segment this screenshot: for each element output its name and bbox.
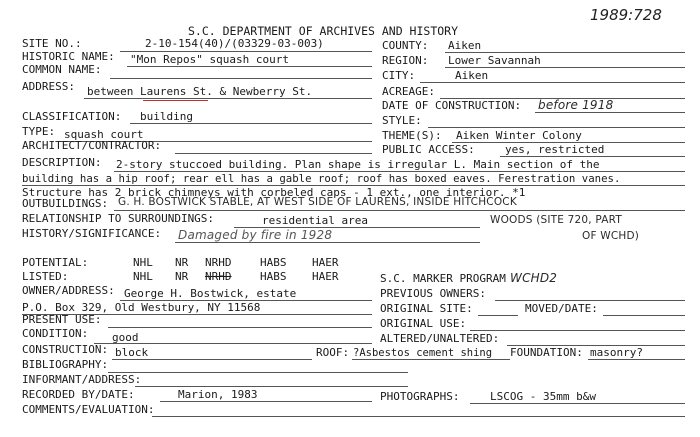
- county-label: COUNTY:: [382, 39, 429, 52]
- address-line: [84, 98, 372, 99]
- architect-line: [175, 153, 372, 154]
- listed-haer: HAER: [312, 270, 339, 283]
- historic-name-label: HISTORIC NAME:: [22, 50, 115, 63]
- description-line-1: 2-story stuccoed building. Plan shape is irregular L. Main section of the: [116, 158, 600, 171]
- construction-line: [112, 359, 312, 360]
- potential-label: POTENTIAL:: [22, 256, 89, 269]
- region-line: [445, 67, 685, 68]
- original-site-line: [478, 315, 518, 316]
- listed-habs: HABS: [260, 270, 287, 283]
- potential-haer: HAER: [312, 256, 339, 269]
- theme-value: Aiken Winter Colony: [456, 129, 582, 142]
- potential-nrhd: NRHD: [205, 256, 232, 269]
- type-label: TYPE:: [22, 125, 56, 138]
- condition-value: good: [112, 331, 139, 344]
- original-use-line: [470, 330, 685, 331]
- public-access-label: PUBLIC ACCESS:: [382, 143, 475, 156]
- classification-label: CLASSIFICATION:: [22, 110, 122, 123]
- address-value: between Laurens St. & Newberry St.: [87, 85, 313, 98]
- listed-nrhd: NRHD: [205, 270, 232, 283]
- bibliography-line: [108, 372, 408, 373]
- moved-date-label: MOVED/DATE:: [525, 302, 598, 315]
- architect-label: ARCHITECT/CONTRACTOR:: [22, 139, 162, 152]
- history-label: HISTORY/SIGNIFICANCE:: [22, 227, 162, 240]
- listed-nr: NR: [175, 270, 189, 283]
- condition-line: [94, 343, 372, 344]
- listed-label: LISTED:: [22, 270, 69, 283]
- owner-label: OWNER/ADDRESS:: [22, 284, 115, 297]
- description-label: DESCRIPTION:: [22, 156, 102, 169]
- relationship-label: RELATIONSHIP TO SURROUNDINGS:: [22, 212, 215, 225]
- original-use-label: ORIGINAL USE:: [380, 317, 467, 330]
- style-label: STYLE:: [382, 114, 422, 127]
- photographs-value: LSCOG - 35mm b&w: [490, 390, 596, 403]
- date-construction-value: before 1918: [538, 98, 614, 112]
- owner-address-value: P.O. Box 329, Old Westbury, NY 11568: [22, 301, 261, 314]
- address-label: ADDRESS:: [22, 80, 75, 93]
- city-line: [420, 82, 685, 83]
- marker-program-value: WCHD2: [510, 271, 558, 285]
- previous-owners-line: [495, 300, 685, 301]
- outbuildings-value-1: G. H. BOSTWICK STABLE, AT WEST SIDE OF LAURENS, INSIDE HITCHCOCK: [118, 196, 517, 208]
- construction-label: CONSTRUCTION:: [22, 343, 109, 356]
- site-no-label: SITE NO.:: [22, 37, 82, 50]
- region-value: Lower Savannah: [448, 54, 541, 67]
- common-name-line: [110, 78, 372, 79]
- bibliography-label: BIBLIOGRAPHY:: [22, 358, 109, 371]
- acreage-label: ACREAGE:: [382, 85, 435, 98]
- photographs-label: PHOTOGRAPHS:: [380, 390, 460, 403]
- comments-line: [152, 416, 685, 417]
- city-value: Aiken: [455, 69, 489, 82]
- condition-label: CONDITION:: [22, 327, 89, 340]
- city-label: CITY:: [382, 69, 416, 82]
- potential-nhl: NHL: [133, 256, 153, 269]
- recorded-by-value: Marion, 1983: [178, 388, 258, 401]
- foundation-line: [588, 359, 685, 360]
- photographs-line: [470, 403, 685, 404]
- common-name-label: COMMON NAME:: [22, 63, 102, 76]
- listed-nhl: NHL: [133, 270, 153, 283]
- description-line-2: building has a hip roof; rear ell has a gable roof; roof has boxed eaves. Ferestration vanes.: [22, 172, 621, 185]
- style-line: [428, 127, 685, 128]
- foundation-value: masonry?: [590, 346, 643, 359]
- construction-value: block: [115, 346, 149, 359]
- recorded-by-label: RECORDED BY/DATE:: [22, 388, 135, 401]
- altered-label: ALTERED/UNALTERED:: [380, 332, 500, 345]
- date-construction-line: [535, 112, 685, 113]
- county-value: Aiken: [448, 39, 482, 52]
- recorded-by-line: [160, 401, 372, 402]
- description-line-3: Structure has 2 brick chimneys with corbeled caps - 1 ext., one interior. *1: [22, 186, 526, 199]
- original-site-label: ORIGINAL SITE:: [380, 302, 473, 315]
- site-no-value: 2-10-154(40)/(03329-03-003): [145, 37, 324, 50]
- informant-line: [135, 386, 408, 387]
- history-line: [175, 242, 480, 243]
- roof-label: ROOF:: [316, 346, 350, 359]
- present-use-label: PRESENT USE:: [22, 313, 102, 326]
- relationship-value: residential area: [262, 214, 368, 227]
- history-value: Damaged by fire in 1928: [178, 228, 333, 242]
- outbuildings-value-3: OF WCHD): [582, 230, 640, 242]
- informant-label: INFORMANT/ADDRESS:: [22, 373, 142, 386]
- reference-number: 1989:728: [590, 6, 662, 24]
- date-construction-label: DATE OF CONSTRUCTION:: [382, 99, 522, 112]
- form-title: S.C. DEPARTMENT OF ARCHIVES AND HISTORY: [188, 24, 459, 38]
- owner-value: George H. Bostwick, estate: [124, 287, 297, 300]
- type-value: squash court: [64, 128, 144, 141]
- historic-name-line: [127, 66, 372, 67]
- outbuildings-label: OUTBUILDINGS:: [22, 197, 109, 210]
- public-access-value: yes, restricted: [505, 143, 605, 156]
- theme-label: THEME(S):: [382, 129, 442, 142]
- roof-line: [352, 359, 510, 360]
- potential-nr: NR: [175, 256, 189, 269]
- present-use-line: [108, 327, 372, 328]
- county-line: [445, 52, 685, 53]
- previous-owners-label: PREVIOUS OWNERS:: [380, 287, 486, 300]
- historic-name-value: "Mon Repos" squash court: [130, 53, 289, 66]
- foundation-label: FOUNDATION:: [510, 346, 583, 359]
- comments-label: COMMENTS/EVALUATION:: [22, 403, 155, 416]
- roof-value: ?Asbestos cement shing: [353, 347, 493, 359]
- public-access-line: [500, 156, 685, 157]
- potential-habs: HABS: [260, 256, 287, 269]
- address-underline-mark: [143, 100, 208, 101]
- outbuildings-value-2: WOODS (SITE 720, PART: [490, 214, 622, 226]
- classification-line: [130, 123, 372, 124]
- region-label: REGION:: [382, 54, 429, 67]
- moved-date-line: [603, 315, 685, 316]
- site-no-line: [120, 51, 372, 52]
- classification-value: building: [140, 110, 193, 123]
- outbuildings-line: [114, 210, 685, 211]
- marker-program-label: S.C. MARKER PROGRAM: [380, 272, 506, 285]
